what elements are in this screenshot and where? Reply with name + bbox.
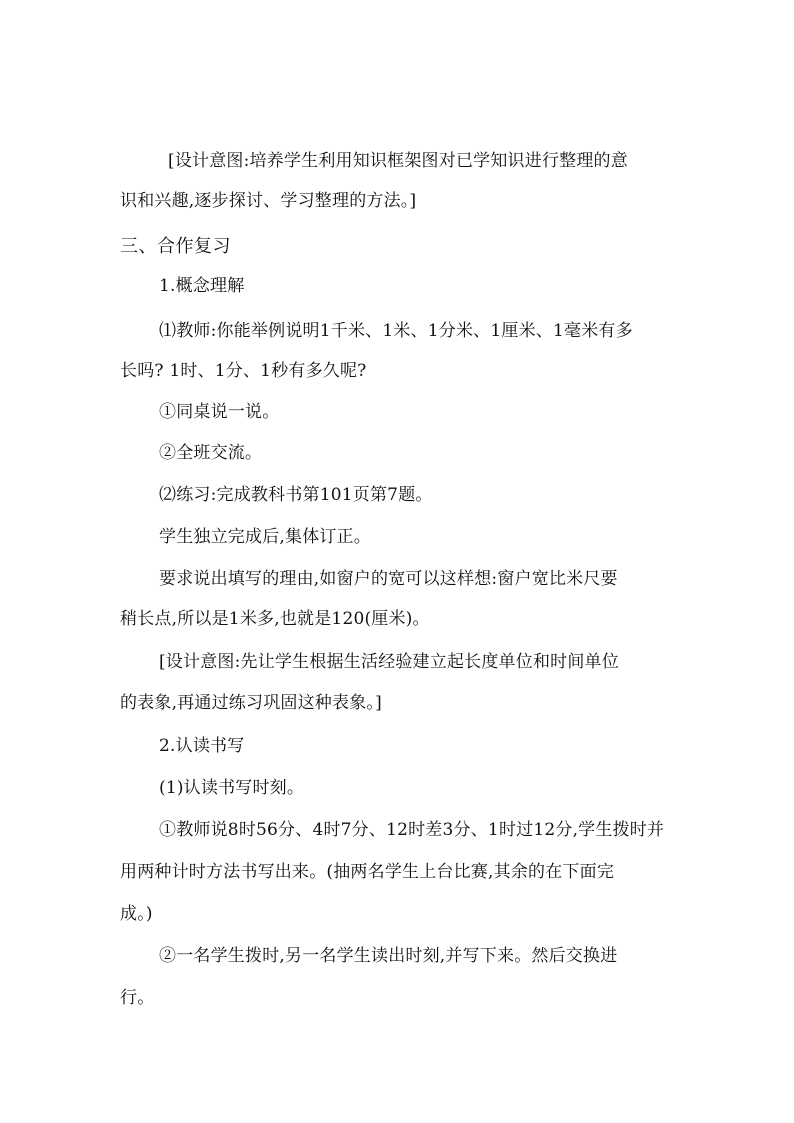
design-intent-2-line-1: [设计意图:先让学生根据生活经验建立起长度单位和时间单位 bbox=[159, 652, 619, 672]
read-write-step-2-line-2: 行。 bbox=[120, 988, 155, 1008]
design-intent-1-line-2: 识和兴趣,逐步探讨、学习整理的方法。] bbox=[120, 191, 417, 211]
question-1-step-1: ①同桌说一说。 bbox=[159, 402, 280, 422]
read-write-step-2-line-1: ②一名学生拨时,另一名学生读出时刻,并写下来。然后交换进 bbox=[159, 946, 618, 966]
design-intent-1-line-1: [设计意图:培养学生利用知识框架图对已学知识进行整理的意 bbox=[168, 151, 628, 171]
question-1-line-1: ⑴教师:你能举例说明1千米、1米、1分米、1厘米、1毫米有多 bbox=[159, 321, 633, 341]
requirement-line-2: 稍长点,所以是1米多,也就是120(厘米)。 bbox=[120, 609, 430, 629]
read-write-step-1-line-3: 成。) bbox=[120, 904, 153, 924]
question-2-line: ⑵练习:完成教科书第101页第7题。 bbox=[159, 485, 433, 505]
section-heading-cooperative-review: 三、合作复习 bbox=[120, 236, 231, 257]
question-1-line-2: 长吗? 1时、1分、1秒有多久呢? bbox=[120, 361, 367, 381]
requirement-line-1: 要求说出填写的理由,如窗户的宽可以这样想:窗户宽比米尺要 bbox=[159, 569, 618, 589]
design-intent-2-line-2: 的表象,再通过练习巩固这种表象。] bbox=[120, 693, 382, 713]
question-2-followup: 学生独立完成后,集体订正。 bbox=[159, 527, 372, 547]
question-1-step-2: ②全班交流。 bbox=[159, 443, 263, 463]
read-write-step-1-line-2: 用两种计时方法书写出来。(抽两名学生上台比赛,其余的在下面完 bbox=[120, 862, 615, 882]
read-write-item-1-heading: (1)认读书写时刻。 bbox=[159, 778, 305, 798]
subheading-concept-understanding: 1.概念理解 bbox=[159, 276, 245, 296]
subheading-read-and-write: 2.认读书写 bbox=[159, 736, 245, 756]
read-write-step-1-line-1: ①教师说8时56分、4时7分、12时差3分、1时过12分,学生拨时并 bbox=[159, 820, 665, 840]
